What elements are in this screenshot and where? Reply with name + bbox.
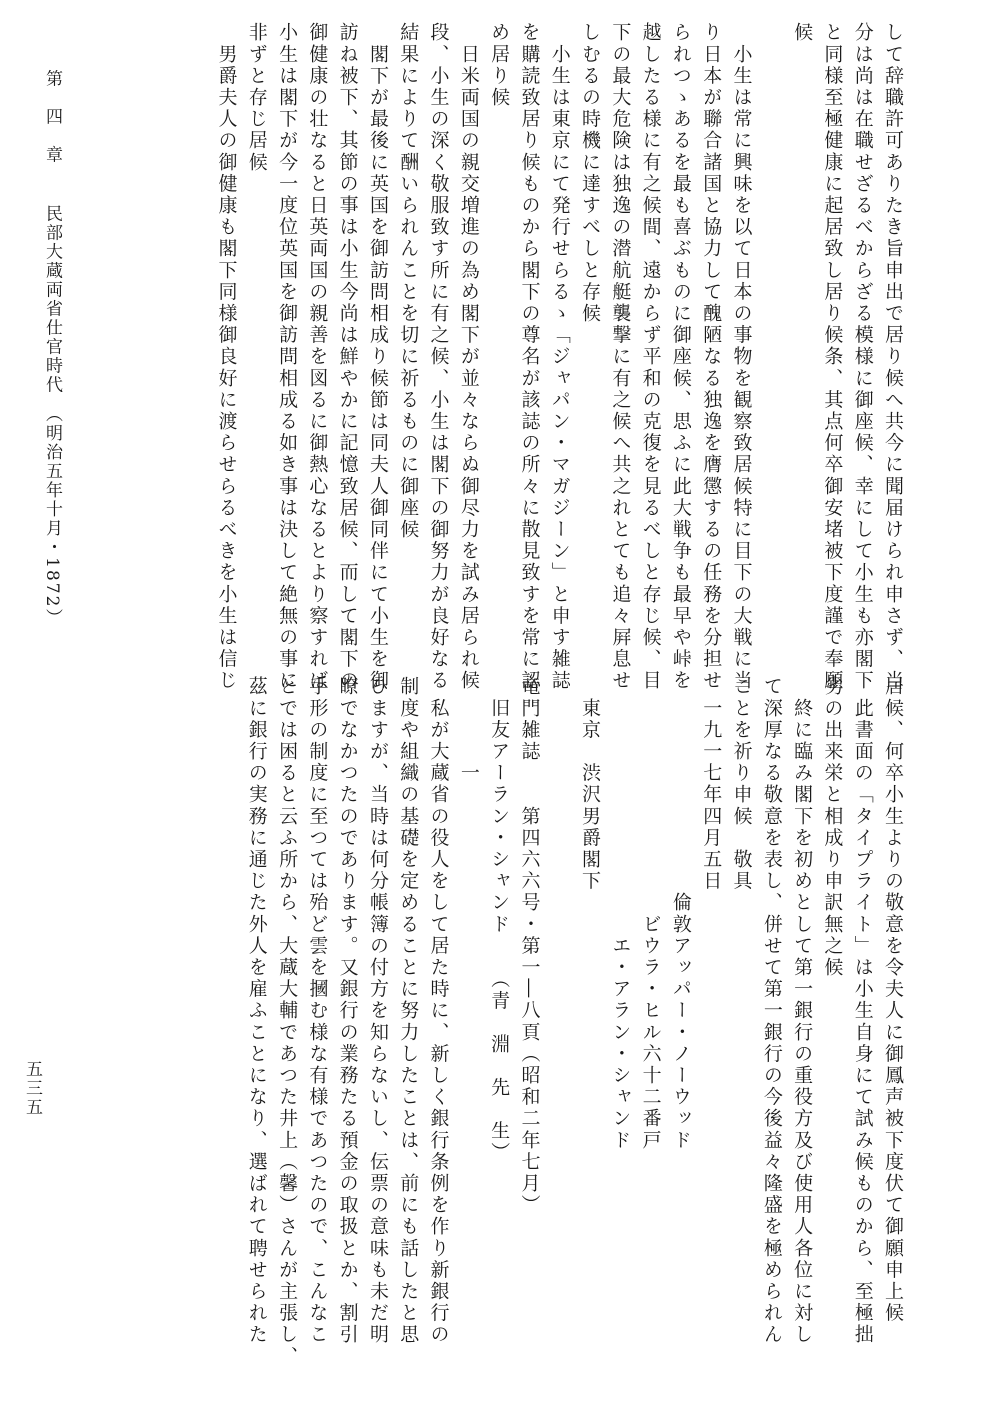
text-line: 訪ね被下、其節の事は小生今尚は鮮やかに記憶致居候、而して閣下の <box>336 22 359 692</box>
text-line: 越したる様に有之候間、遠からず平和の克復を見るべしと存じ候、目 <box>639 22 662 692</box>
text-line: 劣の出来栄と相成り申訳無之候 <box>821 676 844 979</box>
text-line: 非ずと存じ居候 <box>245 22 268 174</box>
running-head <box>20 40 85 660</box>
text-line: て深厚なる敬意を表し、併せて第一銀行の今後益々隆盛を極められん <box>760 676 783 1346</box>
text-line: り日本が聯合諸国と協力して醜陋なる独逸を膺懲するの任務を分担せ <box>700 22 723 692</box>
text-line: 男爵夫人の御健康も閣下同様御良好に渡らせらるべきを小生は信じ <box>215 22 238 692</box>
text-line: 結果によりて酬いられんことを切に祈るものに御座候 <box>397 22 420 541</box>
text-line: 小生は常に興味を以て日本の事物を観察致居候特に目下の大戦に当 <box>730 22 753 692</box>
text-line: 旧友アーラン・シャンド （青 淵 先 生） <box>488 676 511 1164</box>
text-line: 小生は東京にて発行せらるゝ「ジャパン・マガジーン」と申す雑誌 <box>548 22 571 692</box>
text-line: 一 <box>457 676 480 784</box>
text-line: 候 <box>791 22 814 44</box>
upper-text-block <box>211 22 908 692</box>
text-line: ことを祈り申候 敬具 <box>730 676 753 892</box>
text-line: 制度や組織の基礎を定めることに努力したことは、前にも話したと思 <box>397 676 420 1346</box>
text-line: して辞職許可ありたき旨申出で居り候へ共今に聞届けられ申さず、当 <box>882 22 904 692</box>
text-line: を購読致居り候ものから閣下の尊名が該誌の所々に散見致すを常に認 <box>518 22 541 692</box>
text-line: しむるの時機に達すべしと存候 <box>579 22 602 325</box>
text-line: め居り候 <box>488 22 511 109</box>
text-line: 一九一七年四月五日 <box>700 676 723 892</box>
text-line: とでは困ると云ふ所から、大蔵大輔であつた井上（馨）さんが主張し、 <box>276 676 299 1368</box>
text-line <box>757 22 787 632</box>
text-line: 閣下が最後に英国を御訪問相成り候節は同夫人御同伴にて小生を御 <box>366 22 389 692</box>
text-line: 小生は閣下が今一度位英国を御訪問相成る如き事は決して絶無の事に <box>276 22 299 692</box>
text-line: られつゝあるを最も喜ぶものに御座候、思ふに此大戦争も最早や峠を <box>669 22 692 692</box>
text-line: 終に臨み閣下を初めとして第一銀行の重役方及び使用人各位に対し <box>791 676 814 1346</box>
chapter-label: 第 四 章 <box>42 69 62 165</box>
lower-text-block <box>241 676 908 1368</box>
text-line: 居候、何卒小生よりの敬意を令夫人に御鳳声被下度伏て御願申上候 <box>882 676 904 1324</box>
text-line: 私が大蔵省の役人をして居た時に、新しく銀行条例を作り新銀行の <box>427 676 450 1346</box>
text-line: 手形の制度に至つては殆ど雲を摑む様な有様であつたので、こんなこ <box>306 676 329 1346</box>
page-number: 五三五 <box>22 1060 42 1117</box>
text-line: ビウラ・ヒル六十二番戸 <box>639 676 662 1152</box>
text-line: 瞭でなかつたのであります。又銀行の業務たる預金の取扱とか、割引 <box>336 676 359 1346</box>
text-line: 日米両国の親交増進の為め閣下が並々ならぬ御尽力を試み居られ候 <box>457 22 480 692</box>
text-line: 下の最大危険は独逸の潜航艇襲撃に有之候へ共之れとても追々屛息せ <box>609 22 632 692</box>
text-line: エ・アラン・シャンド <box>609 676 632 1152</box>
text-line: ひますが、当時は何分帳簿の付方を知らないし、伝票の意味も未だ明 <box>366 676 389 1346</box>
text-line: 此書面の「タイプライト」は小生自身にて試み候ものから、至極拙 <box>851 676 874 1346</box>
text-line: 倫敦アッパー・ノーウッド <box>669 676 692 1152</box>
text-line: 分は尚は在職せざるべからざる模様に御座候、幸にして小生も亦閣下 <box>851 22 874 692</box>
text-line <box>544 676 574 1316</box>
text-line: 茲に銀行の実務に通じた外人を雇ふことになり、選ばれて聘せられた <box>245 676 268 1346</box>
text-line: 東京 渋沢男爵閣下 <box>579 676 602 892</box>
text-line: 竜門雑誌 第四六六号・第一―八頁（昭和二年七月） <box>518 676 541 1216</box>
text-line: と同様至極健康に起居致し居り候条、其点何卒御安堵被下度謹で奉願 <box>821 22 844 692</box>
text-line: 御健康の壮なると日英両国の親善を図るに御熱心なるとより察すれば <box>306 22 329 692</box>
section-label: 民部大蔵両省仕官時代 （明治五年十月・1872） <box>42 204 62 628</box>
text-line: 段、小生の深く敬服致す所に有之候、小生は閣下の御努力が良好なる <box>427 22 450 692</box>
